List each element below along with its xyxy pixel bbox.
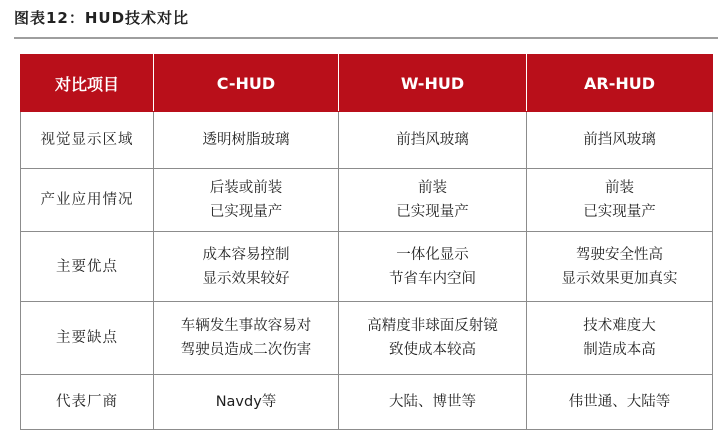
table-cell: [527, 169, 713, 232]
figure-caption: 图表12：HUD技术对比: [14, 9, 190, 27]
table-row: [21, 302, 713, 375]
cell-line: 一体化显示: [396, 246, 469, 263]
table-cell: [527, 302, 713, 375]
table-cell: [154, 232, 339, 302]
table-cell: [527, 232, 713, 302]
table-cell: [339, 169, 527, 232]
cell-line: 显示效果较好: [202, 270, 290, 287]
table-row: [21, 375, 713, 430]
caption-divider: [14, 37, 718, 39]
table-row: [21, 112, 713, 169]
cell-line: 节省车内空间: [389, 270, 476, 287]
row-label: 视觉显示区域: [21, 112, 154, 169]
table-cell: [339, 112, 527, 169]
hud-comparison-table: [20, 54, 713, 430]
header-c-hud: C-HUD: [154, 55, 339, 112]
row-label: 产业应用情况: [21, 169, 154, 232]
cell-line: 成本容易控制: [202, 246, 290, 263]
header-ar-hud: AR-HUD: [527, 55, 713, 112]
cell-line: 前挡风玻璃: [396, 132, 469, 148]
header-comparison-item: 对比项目: [21, 55, 154, 112]
cell-line: 致使成本较高: [389, 342, 476, 358]
table-cell: [339, 302, 527, 375]
table-cell: [339, 232, 527, 302]
cell-line: 已实现量产: [396, 204, 469, 220]
table-row: [21, 232, 713, 302]
cell-line: 已实现量产: [583, 204, 656, 220]
cell-line: 前装: [605, 180, 634, 196]
table-cell: [527, 112, 713, 169]
table-cell: [154, 169, 339, 232]
row-label: 代表厂商: [21, 375, 154, 430]
cell-line: 驾驶安全性高: [576, 246, 663, 263]
header-w-hud: W-HUD: [339, 55, 527, 112]
cell-line: 前挡风玻璃: [583, 132, 656, 148]
cell-line: 伟世通、大陆等: [568, 394, 671, 410]
row-label: 主要缺点: [21, 302, 154, 375]
cell-line: 制造成本高: [583, 342, 656, 358]
table-cell: [154, 302, 339, 375]
cell-line: 透明树脂玻璃: [202, 132, 290, 148]
cell-line: 车辆发生事故容易对: [180, 318, 312, 334]
table-cell: [154, 112, 339, 169]
cell-line: 驾驶员造成二次伤害: [180, 342, 312, 358]
row-label: 主要优点: [21, 232, 154, 302]
table-cell: [154, 375, 339, 430]
cell-line: 后装或前装: [209, 180, 283, 196]
table-cell: [527, 375, 713, 430]
table-row: [21, 169, 713, 232]
cell-line: 大陆、博世等: [389, 394, 476, 410]
cell-line: 技术难度大: [583, 318, 656, 334]
cell-line: Navdy等: [215, 394, 277, 410]
cell-line: 已实现量产: [209, 204, 283, 220]
cell-line: 显示效果更加真实: [561, 270, 678, 287]
table-cell: [339, 375, 527, 430]
cell-line: 高精度非球面反射镜: [367, 318, 498, 334]
cell-line: 前装: [418, 180, 447, 196]
table-header-row: [21, 55, 713, 112]
